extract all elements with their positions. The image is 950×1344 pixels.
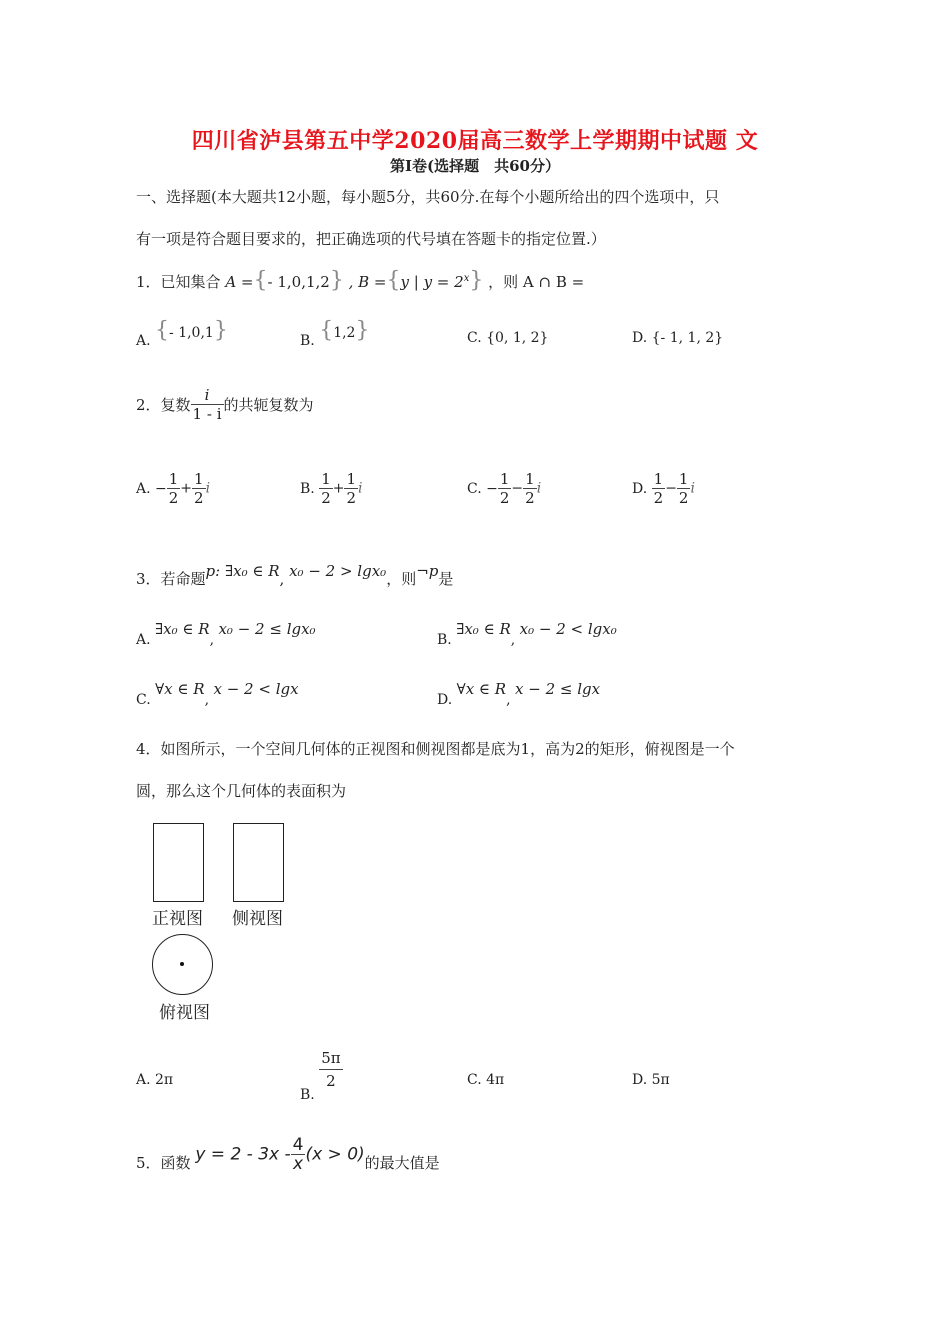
option-label: B. [300,333,315,349]
option-label: A. [136,333,151,349]
question-5 [136,1136,440,1173]
q3-option-c[interactable]: C. ∀x ∈ R, x − 2 < lgx [136,680,299,708]
option-label: C. [467,330,482,346]
function-domain: (x > 0) [305,1144,365,1165]
set-b-exponent: x [463,273,470,284]
question-4-line2: 圆，那么这个几何体的表面积为 [136,782,347,800]
function-fraction: $\frac{4}{x}$ [292,1135,304,1174]
question-1-suffix: ，则 A ∩ B = [488,273,585,291]
section-instructions-line1: 一、选择题(本大题共12小题，每小题5分，共60分.在每个小题所给出的四个选项中，只 [136,188,720,206]
top-view-caption: 俯视图 [159,1003,210,1023]
q3-option-a[interactable]: A. ∃x₀ ∈ R, x₀ − 2 ≤ lgx₀ [136,620,316,648]
q2-option-c[interactable]: C. − $\frac{1}{2}$ − $\frac{1}{2}$ i [467,470,542,507]
function-lhs: y = 2 - 3x - [195,1144,291,1165]
proposition-condition: x₀ − 2 > lgx₀ [289,562,387,580]
q4-option-b[interactable]: B. $\frac{5\pi}{2}$ [300,1049,341,1103]
q3-option-d[interactable]: D. ∀x ∈ R, x − 2 ≤ lgx [437,680,601,708]
proposition-p: p: ∃x₀ ∈ R [205,562,280,580]
q4-option-c[interactable]: C. 4π [467,1072,505,1088]
complex-fraction: $\frac{i}{1 - i}$ [192,386,222,423]
q2-option-a[interactable]: A. − $\frac{1}{2}$ + $\frac{1}{2}$ i [136,470,211,507]
part-subtitle: 第Ⅰ卷(选择题 共60分） [390,157,560,175]
section-instructions-line2: 有一项是符合题目要求的，把正确选项的代号填在答题卡的指定位置.） [136,230,606,248]
side-view-rectangle [233,823,284,902]
question-5-suffix: 的最大值是 [364,1154,440,1172]
q4-option-d[interactable]: D. 5π [632,1072,670,1088]
option-value: 1,2 [333,325,356,341]
q2-option-d[interactable]: D. $\frac{1}{2}$ − $\frac{1}{2}$ i [632,470,695,507]
option-label: D. [632,330,648,346]
question-5-prefix: 5．函数 [136,1154,191,1172]
set-b-lhs: , B = [343,273,387,291]
q1-option-c[interactable] [467,330,548,346]
side-view-caption: 侧视图 [232,909,283,929]
question-1: 1．已知集合 A ={- 1,0,1,2} , B ={y | $y = 2^x$} ，则 A ∩ B = [136,268,585,293]
option-value: - 1,0,1 [169,325,214,341]
q1-option-b[interactable]: B. {1,2} [300,318,370,349]
q2-option-b[interactable]: B. $\frac{1}{2}$ + $\frac{1}{2}$ i [300,470,363,507]
option-value: {0, 1, 2} [486,330,549,346]
question-2-prefix: 2．复数 [136,396,191,414]
option-value: {- 1, 1, 2} [651,330,724,346]
question-1-prefix: 1．已知集合 [136,273,221,291]
question-2-suffix: 的共轭复数为 [223,396,314,414]
question-3: 3．若命题p: ∃x₀ ∈ R, x₀ − 2 > lgx₀，则¬p是 [136,562,454,588]
negation-p: ¬p [416,562,439,580]
question-3-prefix: 3．若命题 [136,570,206,588]
question-2 [136,386,314,423]
set-a-lhs: A = [225,273,254,291]
front-view-caption: 正视图 [152,909,203,929]
q1-option-d[interactable] [632,330,723,346]
question-4-line1: 4．如图所示，一个空间几何体的正视图和侧视图都是底为1，高为2的矩形，俯视图是一个 [136,740,735,758]
set-a-elements: - 1,0,1,2 [267,273,330,291]
front-view-rectangle [153,823,204,902]
circle-center-dot [180,962,184,966]
q3-option-b[interactable]: B. ∃x₀ ∈ R, x₀ − 2 < lgx₀ [437,620,617,648]
q1-option-a[interactable]: A. {- 1,0,1} [136,318,228,349]
document-title: 四川省泸县第五中学2020届高三数学上学期期中试题 文 [191,128,759,154]
set-b-elements: y | y = 2 [400,273,464,291]
q4-option-a[interactable]: A. 2π [136,1072,174,1088]
